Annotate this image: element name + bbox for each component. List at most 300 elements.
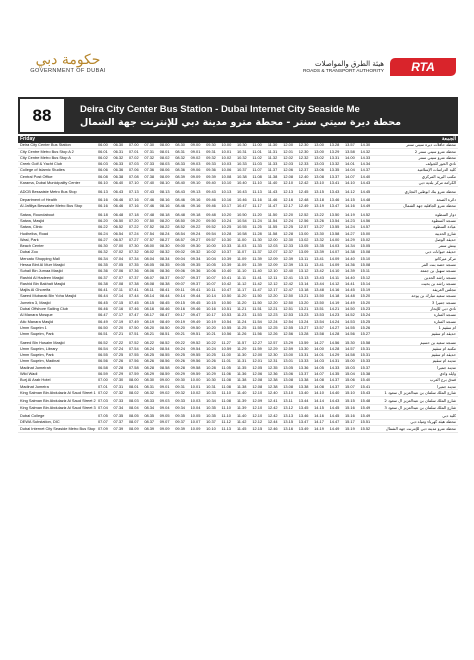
departure-time: 15.20 — [360, 299, 371, 305]
departure-time: 13.31 — [298, 352, 309, 358]
departure-time: 12.56 — [283, 331, 293, 337]
stop-times — [98, 427, 376, 432]
departure-time: 11.26 — [236, 331, 247, 337]
departure-time: 14.14 — [314, 398, 324, 404]
departure-time: 07.26 — [113, 358, 124, 364]
departure-time: 13.12 — [298, 268, 309, 274]
stop-name-arabic: شارع الملك سلمان بن عبدالعزيز آل سعود 3 — [384, 405, 456, 410]
departure-time: 12.37 — [283, 249, 293, 255]
departure-time: 11.09 — [236, 261, 247, 267]
departure-time: 08.14 — [144, 293, 155, 299]
departure-time: 08.39 — [144, 425, 155, 431]
departure-time: 11.39 — [236, 398, 247, 404]
departure-time: 07.50 — [144, 218, 155, 223]
departure-time: 08.43 — [175, 188, 185, 194]
departure-time: 08.09 — [128, 425, 139, 431]
departure-time: 14.40 — [345, 274, 355, 280]
departure-time: 07.37 — [113, 419, 124, 425]
departure-time: 07.29 — [113, 370, 124, 376]
departure-time: 09.30 — [190, 243, 201, 249]
departure-time: 09.03 — [159, 398, 170, 404]
departure-time: 10.06 — [206, 268, 216, 274]
departure-time: 07.02 — [113, 249, 124, 255]
departure-time: 14.12 — [329, 280, 340, 286]
departure-time: 11.17 — [236, 287, 247, 293]
departure-time: 14.45 — [360, 188, 371, 194]
stop-name-arabic: مسجد المنارة — [433, 313, 456, 318]
departure-time: 07.44 — [128, 293, 139, 299]
departure-time: 09.47 — [190, 312, 201, 318]
departure-time: 12.41 — [283, 274, 293, 280]
departure-time: 08.41 — [159, 287, 170, 293]
departure-time: 08.47 — [159, 312, 170, 318]
departure-time: 10.35 — [206, 404, 216, 410]
departure-time: 09.02 — [175, 249, 185, 255]
departure-time: 09.13 — [190, 188, 201, 194]
departure-time: 14.33 — [329, 364, 340, 370]
departure-time: 09.01 — [190, 148, 201, 154]
departure-time: 11.25 — [252, 224, 262, 230]
departure-time: 13.54 — [329, 218, 340, 223]
departure-time: 10.21 — [206, 331, 216, 337]
departure-time: 14.03 — [329, 243, 340, 249]
departure-time: 11.08 — [221, 383, 231, 389]
departure-time: 08.10 — [159, 180, 170, 186]
departure-time: 10.50 — [221, 299, 232, 305]
departure-time: 12.10 — [283, 180, 293, 186]
departure-time: 13.01 — [283, 358, 293, 364]
departure-time: 12.27 — [252, 339, 263, 345]
departure-time: 07.37 — [128, 274, 139, 280]
departure-time: 10.37 — [236, 167, 247, 173]
departure-time: 11.20 — [236, 293, 247, 299]
departure-time: 14.15 — [314, 404, 324, 410]
departure-time: 06.54 — [113, 230, 124, 236]
departure-time: 07.49 — [128, 318, 139, 324]
departure-time: 08.38 — [159, 280, 170, 286]
departure-time: 11.31 — [236, 358, 247, 364]
departure-time: 09.11 — [175, 287, 185, 293]
departure-time: 13.15 — [283, 419, 293, 425]
departure-time: 10.11 — [206, 287, 216, 293]
departure-time: 11.21 — [236, 305, 247, 311]
rta-name-arabic: هيئة الطرق والمواصلات — [314, 60, 384, 68]
stop-name-arabic: فندق برج العرب — [429, 378, 456, 383]
departure-time: 15.06 — [345, 377, 355, 383]
departure-time: 08.31 — [175, 148, 185, 154]
departure-time: 08.56 — [159, 358, 170, 364]
stop-times — [98, 143, 376, 148]
stop-name-english: Creek Golf & Yacht Club — [20, 162, 63, 167]
departure-time: 09.16 — [190, 196, 201, 202]
stop-name-arabic: حديقة أم سقيم — [431, 332, 456, 337]
departure-time: 11.24 — [236, 318, 247, 324]
departure-time: 13.35 — [314, 243, 324, 249]
departure-time: 10.24 — [206, 345, 216, 351]
departure-time: 08.06 — [144, 268, 155, 274]
departure-time: 13.43 — [329, 188, 340, 194]
departure-time: 12.59 — [283, 345, 293, 351]
stop-name-arabic: كلية دبي — [442, 414, 456, 418]
departure-time: 09.35 — [175, 413, 185, 418]
departure-time: 07.36 — [144, 167, 155, 173]
stop-name-arabic: أم سقيم 1 — [438, 325, 456, 330]
departure-time: 08.34 — [144, 404, 155, 410]
stop-name-english: Saeed Bin Husaim Masjid — [20, 340, 65, 345]
departure-time: 13.30 — [298, 345, 309, 351]
stop-name-arabic: محطة مترو مدينة دبي للإنترنت جهة الشمال — [385, 426, 456, 431]
departure-time: 14.56 — [345, 331, 355, 337]
departure-time: 11.00 — [221, 352, 231, 358]
departure-time: 06.36 — [98, 268, 108, 274]
departure-time: 11.07 — [236, 249, 247, 255]
departure-time: 08.30 — [159, 243, 170, 249]
departure-time: 13.50 — [329, 211, 340, 217]
departure-time: 13.44 — [314, 280, 324, 286]
departure-time: 13.28 — [298, 331, 309, 337]
departure-time: 10.15 — [206, 299, 216, 305]
departure-time: 12.47 — [283, 287, 293, 293]
stop-times — [98, 307, 376, 312]
departure-time: 10.38 — [236, 173, 247, 179]
departure-time: 11.57 — [236, 339, 247, 345]
departure-time: 15.49 — [360, 413, 371, 418]
departure-time: 12.37 — [298, 167, 309, 173]
departure-time: 13.27 — [314, 224, 324, 230]
departure-time: 12.50 — [283, 293, 293, 299]
stop-name-english: Al Manara Mosque — [20, 313, 53, 318]
departure-time: 15.15 — [345, 398, 355, 404]
departure-time: 09.56 — [190, 358, 201, 364]
departure-time: 12.03 — [283, 161, 293, 167]
departure-time: 07.14 — [113, 293, 124, 299]
departure-time: 13.45 — [298, 404, 309, 410]
departure-time: 15.49 — [360, 404, 371, 410]
departure-time: 14.37 — [329, 377, 340, 383]
stop-name-arabic: محطة مترو الجافلية جهة الشمال — [403, 204, 456, 209]
departure-time: 13.11 — [298, 255, 309, 261]
departure-time: 15.16 — [345, 404, 355, 410]
departure-time: 09.20 — [175, 324, 185, 330]
departure-time: 08.24 — [144, 345, 155, 351]
departure-time: 11.56 — [252, 331, 262, 337]
departure-time: 12.24 — [267, 318, 278, 324]
departure-time: 09.29 — [175, 370, 185, 376]
stop-name-arabic: مدينة جميرا — [437, 384, 456, 389]
table-row — [18, 332, 458, 338]
departure-time: 13.59 — [298, 339, 309, 345]
departure-time: 06.59 — [98, 370, 108, 376]
departure-time: 09.14 — [175, 293, 185, 299]
departure-time: 13.37 — [298, 370, 309, 376]
table-row — [18, 426, 458, 432]
departure-time: 09.06 — [190, 167, 201, 173]
departure-time: 10.31 — [206, 383, 216, 389]
departure-time: 11.30 — [236, 352, 247, 358]
departure-time: 07.59 — [128, 370, 139, 376]
departure-time: 10.54 — [236, 218, 247, 223]
gov-logo-english: GOVERNMENT OF DUBAI — [30, 68, 106, 74]
departure-time: 13.41 — [314, 255, 324, 261]
departure-time: 14.34 — [345, 243, 355, 249]
departure-time: 07.02 — [98, 389, 108, 395]
departure-time: 08.01 — [159, 148, 170, 154]
rta-badge: RTA — [390, 58, 456, 76]
departure-time: 10.40 — [236, 180, 247, 186]
stop-name-arabic: الكرامة مركز بلدية دبي — [418, 181, 456, 186]
departure-time: 09.52 — [190, 339, 201, 345]
departure-time: 10.00 — [206, 243, 216, 249]
departure-time: 07.34 — [113, 404, 124, 410]
departure-time: 07.01 — [128, 148, 139, 154]
departure-time: 06.08 — [98, 173, 108, 179]
departure-time: 12.35 — [267, 364, 278, 370]
departure-time: 13.57 — [345, 142, 355, 148]
departure-time: 15.00 — [360, 230, 371, 236]
departure-time: 09.02 — [159, 389, 170, 395]
departure-time: 08.02 — [128, 389, 139, 395]
departure-time: 09.27 — [190, 236, 201, 242]
departure-time: 13.29 — [329, 148, 340, 154]
departure-time: 14.31 — [329, 358, 340, 364]
departure-time: 12.39 — [283, 255, 293, 261]
stop-name-arabic: شارع الحديبة — [434, 231, 456, 236]
departure-time: 15.07 — [345, 383, 355, 389]
departure-time: 12.45 — [298, 188, 309, 194]
stop-times — [98, 232, 376, 237]
departure-time: 14.38 — [345, 249, 355, 255]
departure-time: 13.06 — [314, 167, 324, 173]
stop-times — [98, 320, 376, 325]
departure-time: 12.33 — [298, 161, 309, 167]
departure-time: 14.29 — [329, 352, 340, 358]
departure-time: 08.20 — [159, 218, 170, 223]
departure-time: 15.31 — [360, 345, 371, 351]
departure-time: 09.31 — [175, 383, 185, 389]
departure-time: 09.40 — [206, 180, 216, 186]
departure-time: 12.17 — [283, 203, 293, 209]
departure-time: 08.00 — [159, 142, 170, 148]
departure-time: 13.12 — [283, 404, 293, 410]
departure-time: 06.56 — [98, 358, 108, 364]
departure-time: 13.38 — [298, 383, 309, 389]
stop-times — [98, 288, 376, 293]
departure-time: 13.36 — [298, 364, 309, 370]
departure-time: 08.45 — [159, 299, 170, 305]
departure-time: 07.05 — [98, 413, 108, 418]
departure-time: 12.36 — [267, 370, 278, 376]
departure-time: 14.23 — [329, 312, 340, 318]
departure-time: 11.45 — [236, 425, 247, 431]
departure-time: 13.58 — [345, 148, 355, 154]
departure-time: 06.10 — [98, 180, 108, 186]
departure-time: 12.25 — [267, 324, 278, 330]
stop-name-english: Department of Health — [20, 197, 57, 202]
departure-time: 15.52 — [360, 425, 371, 431]
departure-time: 08.29 — [144, 370, 155, 376]
departure-time: 15.48 — [360, 398, 371, 404]
departure-time: 06.13 — [98, 188, 108, 194]
departure-time: 09.43 — [206, 188, 216, 194]
departure-time: 10.46 — [236, 196, 247, 202]
departure-time: 14.56 — [360, 218, 371, 223]
departure-time: 07.36 — [128, 268, 139, 274]
stop-name-arabic: نادي دبي للإبحار — [430, 306, 456, 311]
departure-time: 15.10 — [360, 255, 371, 261]
departure-time: 08.32 — [144, 389, 155, 395]
departure-time: 14.16 — [329, 287, 340, 293]
departure-time: 15.19 — [360, 287, 371, 293]
departure-time: 08.37 — [159, 274, 170, 280]
departure-time: 07.05 — [113, 261, 124, 267]
departure-time: 11.16 — [252, 196, 262, 202]
departure-time: 15.26 — [360, 324, 371, 330]
departure-time: 10.05 — [206, 261, 216, 267]
departure-time: 10.04 — [190, 404, 201, 410]
departure-time: 07.01 — [98, 383, 108, 389]
stop-times — [98, 175, 376, 180]
departure-time: 08.46 — [175, 203, 185, 209]
departure-time: 11.50 — [267, 211, 278, 217]
departure-time: 08.44 — [159, 293, 170, 299]
departure-time: 08.13 — [159, 188, 170, 194]
departure-time: 08.03 — [159, 161, 170, 167]
departure-time: 15.11 — [360, 268, 370, 274]
departure-time: 11.35 — [236, 364, 247, 370]
stop-name-english: Satwa, Roundabout — [20, 212, 55, 217]
departure-time: 12.06 — [252, 370, 263, 376]
stop-name-arabic: مركز ميركاتو — [434, 256, 456, 261]
departure-time: 15.20 — [360, 293, 371, 299]
departure-time: 09.32 — [206, 154, 216, 160]
departure-time: 08.58 — [159, 364, 170, 370]
stop-name-english: City Centre Metro Bus Stop A 2 — [20, 149, 74, 154]
departure-time: 11.01 — [252, 148, 262, 154]
departure-time: 10.24 — [221, 218, 232, 223]
departure-time: 09.05 — [159, 413, 170, 418]
departure-time: 09.57 — [206, 236, 216, 242]
departure-time: 14.34 — [360, 161, 371, 167]
stop-times — [98, 372, 376, 377]
departure-time: 09.31 — [206, 148, 216, 154]
departure-time: 13.50 — [314, 293, 324, 299]
departure-time: 07.45 — [128, 299, 139, 305]
departure-time: 12.55 — [283, 324, 293, 330]
departure-time: 14.24 — [345, 224, 355, 230]
departure-time: 06.46 — [113, 203, 124, 209]
departure-time: 12.08 — [252, 383, 263, 389]
departure-time: 13.31 — [329, 154, 340, 160]
departure-time: 13.47 — [298, 419, 309, 425]
departure-time: 06.50 — [113, 218, 124, 223]
departure-time: 12.30 — [283, 236, 293, 242]
departure-time: 11.54 — [267, 218, 278, 223]
departure-time: 13.46 — [329, 196, 340, 202]
departure-time: 10.01 — [190, 383, 201, 389]
stop-times — [98, 219, 376, 224]
stop-name-arabic: مسجد المنارة — [433, 319, 456, 324]
departure-time: 14.37 — [329, 383, 340, 389]
departure-time: 09.04 — [159, 404, 170, 410]
departure-time: 14.49 — [360, 203, 371, 209]
departure-time: 13.44 — [298, 398, 309, 404]
departure-time: 06.03 — [98, 161, 108, 167]
departure-time: 06.52 — [98, 339, 108, 345]
government-of-dubai-logo — [20, 52, 116, 78]
departure-time: 12.57 — [298, 224, 309, 230]
departure-time: 09.21 — [175, 331, 185, 337]
stop-times — [98, 359, 376, 364]
departure-time: 06.32 — [98, 249, 108, 255]
departure-time: 06.57 — [113, 236, 124, 242]
departure-time: 09.07 — [175, 280, 185, 286]
departure-time: 07.18 — [128, 211, 139, 217]
departure-time: 10.25 — [206, 352, 216, 358]
departure-time: 06.16 — [98, 196, 108, 202]
departure-time: 11.40 — [236, 389, 247, 395]
departure-time: 13.24 — [298, 318, 309, 324]
departure-time: 15.58 — [360, 339, 371, 345]
departure-time: 12.33 — [283, 243, 293, 249]
departure-time: 11.55 — [252, 324, 262, 330]
departure-time: 12.25 — [283, 224, 293, 230]
departure-time: 13.27 — [298, 324, 309, 330]
departure-time: 13.14 — [298, 280, 309, 286]
departure-time: 14.01 — [345, 161, 355, 167]
departure-time: 11.02 — [252, 154, 262, 160]
day-label-arabic: الجمعة — [441, 136, 456, 142]
departure-time: 10.34 — [206, 398, 216, 404]
departure-time: 10.16 — [221, 196, 232, 202]
stop-name-english: King Salman Bin Abdulaziz Al Saud Street 3 — [20, 405, 96, 410]
stop-name-english: Al Jafiliya Bessaiste Metro Bus Stop — [20, 204, 83, 209]
departure-time: 12.57 — [267, 339, 278, 345]
departure-time: 07.00 — [128, 142, 139, 148]
departure-time: 14.12 — [345, 188, 355, 194]
departure-time: 09.58 — [190, 364, 201, 370]
departure-time: 12.26 — [267, 331, 278, 337]
departure-time: 14.45 — [345, 287, 355, 293]
stop-times — [98, 244, 376, 249]
stop-name-english: Madinat Jumeirah — [20, 365, 51, 370]
departure-time: 06.27 — [98, 236, 108, 242]
stop-name-arabic: مسجد سهيل بن جمعة — [420, 269, 456, 274]
departure-time: 11.54 — [252, 318, 262, 324]
departure-time: 09.06 — [175, 268, 185, 274]
departure-time: 08.33 — [144, 398, 155, 404]
departure-time: 07.17 — [113, 312, 124, 318]
departure-time: 11.30 — [267, 142, 278, 148]
stop-name-arabic: مسجد سعيد بن حسيم — [420, 340, 456, 345]
departure-time: 10.03 — [190, 398, 201, 404]
departure-time: 14.45 — [329, 404, 340, 410]
departure-time: 10.07 — [206, 280, 216, 286]
gov-logo-arabic: حكومة دبي — [35, 52, 101, 68]
stop-name-arabic: نادي الخور للجولف — [425, 162, 456, 167]
departure-time: 13.00 — [314, 142, 324, 148]
departure-time: 14.28 — [329, 345, 340, 351]
departure-time: 12.01 — [252, 358, 263, 364]
departure-time: 11.12 — [236, 280, 247, 286]
departure-time: 11.40 — [252, 268, 262, 274]
departure-time: 13.46 — [298, 413, 309, 418]
departure-time: 13.58 — [314, 331, 324, 337]
departure-time: 14.53 — [345, 318, 355, 324]
stop-name-arabic: شارع الملك سلمان بن عبدالعزيز آل سعود 1 — [384, 390, 456, 395]
departure-time: 07.51 — [128, 331, 139, 337]
departure-time: 12.49 — [298, 203, 309, 209]
departure-time: 11.01 — [221, 358, 231, 364]
